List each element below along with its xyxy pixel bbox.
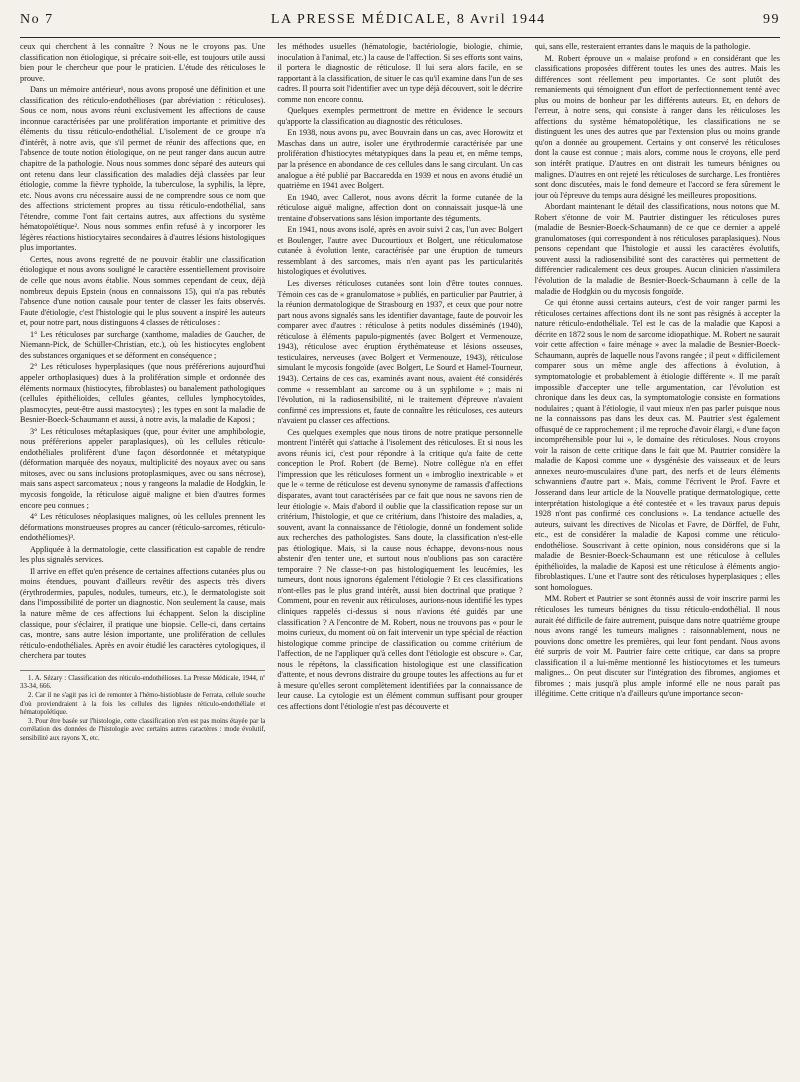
paragraph: Appliquée à la dermatologie, cette classification est capable de rendre les plus signalés services.	[20, 544, 266, 565]
paragraph: En 1938, nous avons pu, avec Bouvrain dans un cas, avec Horowitz et Maschas dans un autre, isoler une érythrodermie caractérisée par une prolifération d'histiocytes métatypiques dans la peau et, en même temps, par la présence en abondance de ces cellules dans le sang circulant. Un cas analogue a été publié par Baccaredda en 1939 et nous en avons étudié un quatrième en 1941 avec Bolgert.	[277, 128, 523, 191]
header-rule	[20, 37, 780, 38]
paragraph: En 1940, avec Callerot, nous avons décrit la forme cutanée de la réticulose aiguë maligne, affection dont on connaissait jusque-là une trentaine d'observations sans lésion importante des téguments.	[277, 192, 523, 223]
paragraph: M. Robert éprouve un « malaise profond » en considérant que les classifications proposées diffèrent toutes les unes des autres. Mais les différences sont réellement peu importantes. Ce sont plutôt des remaniements qui témoignent d'un effort de perfectionnement tenté avec plus ou moins de bonheur par les différents auteurs. Et, en dehors de l'erreur, à notre sens, qui consiste à ranger dans les réticuloses les affections du système hématopoïétique, les classifications ne se distinguent les unes des autres que par l'extension plus ou moins grande qu'on a donnée au groupement. Certains y ont conservé les réticuloses dont la cause est connue ; mais alors, comme nous le croyons, elle perd son intérêt pratique. D'autres en ont distrait les tumeurs bénignes ou malignes. D'autres en ont rejeté les réticuloses de surcharge. Les frontières sont donc discutées, mais le fond demeure et l'accord se fera sûrement le jour où l'épreuve du temps aura désigné les meilleures propositions.	[534, 53, 780, 200]
paragraph: ceux qui cherchent à les connaître ? Nous ne le croyons pas. Une classification non étiologique, si précaire soit-elle, est toujours utile aussi bien pour le chercheur que pour le praticien. L'étude des réticuloses le prouve.	[20, 42, 266, 83]
paragraph: Dans un mémoire antérieur¹, nous avons proposé une définition et une classification des réticulo-endothélioses (par abréviation : réticuloses). Sous ce nom, nous avons réuni exclusivement les affections de cause inconnue caractérisées par une prolifération importante et primitive des éléments du tissu réticulo-endothélial. L'isolement de ce groupe n'a d'intérêt, à notre avis, que s'il permet de réunir des affections que, en l'absence de toute notion étiologique, on ne peut ranger dans aucun autre chapitre de la pathologie. Nous nous sommes donc séparé des auteurs qui ont retenu dans leur classification des maladies déjà classées par leur étiologie, comme la fièvre typhoïde, la tuberculose, la syphilis, la lèpre, etc. Nous avons cru nécessaire aussi de ne comprendre sous ce nom que des affections strictement propres au tissu réticulo-endothélial, sans l'étendre, comme l'ont fait certains autres, aux affections du système hématopoïétique². Nous nous sommes enfin refusé à y incorporer les légères réactions histiocytaires secondaires à d'autres lésions histologiques plus importantes.	[20, 85, 266, 253]
paragraph: En 1941, nous avons isolé, après en avoir suivi 2 cas, l'un avec Bolgert et Boulenger, l'autre avec Ducourtioux et Bolgert, une réticulomatose cutanée à évolution lente, caractérisée par une éruption de tumeurs ressemblant à des sarcomes, mais n'en ayant pas les particularités histologiques et évolutives.	[277, 225, 523, 277]
journal-title: LA PRESSE MÉDICALE,	[270, 12, 452, 27]
journal-title-line	[271, 12, 546, 28]
paragraph: Les diverses réticuloses cutanées sont loin d'être toutes connues. Témoin ces cas de « granulomatose » publiés, en particulier par Pautrier, à la réunion dermatologique de Strasbourg en 1937, et ceux que pour notre part nous avons signalés sans les identifier davantage, faute de pouvoir les comparer avec d'autres : réticulose à petits nodules disséminés (1940), réticulose à éléments papulo-pigmentés (avec Bolgert et Vermenouze, 1943), réticulose avec éruption érythémateuse et lésions osseuses, testiculaires, nerveuses (avec Bolgert et Vermenouze, 1943), réticulose simulant le mycosis fongoïde (avec Bolgert, Le Sourd et Hamel-Tourneur, 1943). Certains de ces cas, examinés avant nous, avaient été considérés comme « ressemblant au sarcome ou à un syphilome » ; mais ni l'évolution, ni la radiosensibilité, ni le traitement d'épreuve n'avaient confirmé ces impressions et, faute de connaître les réticuloses, ces auteurs n'avaient pu classer ces affections.	[277, 279, 523, 426]
paragraph: 3° Les réticuloses métaplasiques (que, pour éviter une amphibologie, nous préférerions appeler paraplasiques), où les cellules réticulo-endothéliales prolifèrent d'une façon désordonnée et métatypique (déformation marquée des noyaux, multiplicité des noyaux avec ou sans mitoses, avec ou sans inclusions protoplasmiques, avec ou sans nécrose), mais sans aspect sarcomateux ; nous y rangeons la maladie de Hodgkin, le mycosis fongoïde, la réticulose aiguë maligne et bien d'autres formes encore peu connues ;	[20, 426, 266, 510]
footnote: 3. Pour être basée sur l'histologie, cette classification n'en est pas moins étayée par la corrélation des données de l'histologie avec certains autres caractères : mode évolutif, sensibilité aux rayons X, etc.	[20, 717, 266, 742]
footnote: 1. A. Sézary : Classification des réticulo-endothélioses. La Presse Médicale, 1944, nº 33-34, 666.	[20, 674, 266, 691]
column-2	[277, 42, 522, 1072]
issue-date: 8 Avril 1944	[456, 12, 546, 27]
paragraph: Ces quelques exemples que nous tirons de notre pratique personnelle montrent l'intérêt qui s'attache à l'isolement des réticuloses. Et si nous les avons réunis ici, c'est pour répondre à la critique qu'a faite de cette conception le Prof. Robert (de Berne). Notre collègue n'a en effet l'impression que les réticuloses forment un « imbroglio inextricable » et que le « terme de réticulose est devenu synonyme de ramassis d'affections disparates, avant tout caractérisées par ce fait que nous ne savons rien de leur étiologie ». Mais d'abord il oublie que la classification repose sur un critérium, l'histologie, et que ce critérium, dans l'histoire des maladies, a, souvent, avant la connaissance de l'étiologie, donné un fondement solide aux recherches des pathologistes. Sans doute, la classification n'est-elle pas étiologique. Mais, si la cause nous échappe, devons-nous nous abstenir d'en tenter une, et surtout nous n'oublions pas son caractère temporaire ? Ne classe-t-on pas histologiquement les leucémies, les tumeurs, dont nous ignorons également l'étiologie ? Et ces classifications n'ont-elles pas le plus grand intérêt, aussi bien doctrinal que pratique ? Comment, pour en revenir aux réticuloses, aurions-nous identifié les types cliniques rappelés ci-dessus si nous n'avions été guidés par une classification ? A l'encontre de M. Robert, nous ne trouvons pas « pour le moins curieux, du moment où on fait intervenir un type spécial de réaction histologique comme principe de classification ou comme critérium de l'affection, de ne l'appliquer qu'à celles dont l'étiologie est obscure ». Car, nous le répétons, la classification histologique est une classification d'attente, et nous devrons distraire du groupe toutes les affections au fur et à mesure qu'elles seront complètement identifiées par la connaissance de leur cause. La cytologie est un élément commun suffisant pour grouper ces affections dont l'étiologie n'est pas découverte et	[277, 427, 523, 711]
article-columns	[20, 42, 780, 1072]
paragraph: Il arrive en effet qu'en présence de certaines affections cutanées plus ou moins étendues, pouvant d'ailleurs revêtir des aspects très divers (érythrodermies, papules, nodules, tumeurs, etc.), le dermatologiste soit dans l'impossibilité de porter un diagnostic. Non seulement la cause, mais la nature même de ces affections lui échappent. Selon la discipline classique, pour s'éclairer, il pratique une biopsie. Celle-ci, dans certains cas, montre, sans autre lésion importante, une prolifération de cellules réticulo-endothéliales. Après en avoir étudié les caractères cytologiques, il cherchera par toutes	[20, 566, 266, 661]
paragraph: 4° Les réticuloses néoplasiques malignes, où les cellules prennent les déformations monstrueuses propres au cancer (réticulo-sarcomes, réticulo-endothéliomes)³.	[20, 512, 266, 543]
paragraph: MM. Robert et Pautrier se sont étonnés aussi de voir inscrire parmi les réticuloses les tumeurs bénignes du tissu réticulo-endothélial. Il nous aurait été difficile de faire autrement, puisque dans notre quatrième groupe nous avons rangé les tumeurs malignes : raisonnablement, nous ne pouvions donc omettre les premières, qui leur font pendant. Nous avons été surpris de voir M. Pautrier faire cette critique, car dans sa propre classification il a lui-même mentionné les histiocytomes et les tumeurs malignes... On peut discuter sur l'intégration des fibromes, angiomes et fibromes ; mais jusqu'à plus ample informé elle ne nous paraît pas illégitime. Cette critique n'a d'ailleurs qu'une importance secon-	[534, 594, 780, 699]
paragraph: les méthodes usuelles (hématologie, bactériologie, biologie, chimie, inoculation à l'animal, etc.) la cause de l'affection. Si ses efforts sont vains, il portera le diagnostic de réticulose. Il lui sera alors facile, en se rapportant à la classification, de situer le cas qu'il examine dans l'un de ses cadres. Il pourra soit l'identifier avec un type déjà découvert, soit le décrire comme non encore connu.	[277, 42, 523, 104]
footnote: 2. Car il ne s'agit pas ici de remonter à l'hémo-histioblaste de Ferrata, cellule souche d'où proviendraient à la fois les cellules des lignées réticulo-endothéliale et hématopoïétique.	[20, 691, 266, 717]
paragraph: Ce qui étonne aussi certains auteurs, c'est de voir ranger parmi les réticuloses certaines affections dont ils ne sont pas résignés à accepter la nature réticulo-endothéliale. Tel est le cas de la maladie que Kaposi a décrite en 1872 sous le nom de sarcome idiopathique. M. Robert ne saurait voir cette affection « faire ménage » avec la maladie de Besnier-Boeck-Schaumann, auprès de laquelle nous l'avons rangée ; il peut « difficilement comparer sous un même angle des affections à évolution, à symptomatologie et probablement à étiologie différente ». Il me paraît impossible d'accepter une telle argumentation, car l'évolution est chronique dans les deux cas, la symptomatologie consiste en formations nodulaires ; quant à l'étiologie, il vaut mieux n'en pas parler puisque nous ne la connaissons pas dans les deux cas. M. Pautrier s'est également offusqué de ce rapprochement ; il me reproche d'avoir élargi, « d'une façon incompréhensible pour lui », le domaine des réticuloses. Nous croyons voir la raison de cette critique dans le fait que M. Pautrier considère la maladie de Kaposi comme une « dysgénésie des vaisseaux et de leurs annexes neuro-musculaires d'une part, des nerfs et de leurs éléments schwanniens d'autre part ». Mais, comme l'écrivent le Prof. Favre et Josserand dans leur article de la Nouvelle pratique dermatologique, cette interprétation histologique a été contestée et « les travaux parus depuis 1928 n'ont pas confirmé ces conclusions ». La tendance actuelle des auteurs, suivant les directives de Nicolas et Favre, de Dörffel, de Fuhr, etc., est de considérer la maladie de Kaposi comme une réticulo-endothéliose. Souscrivant à cette opinion, nous considérons que si la maladie de Besnier-Boeck-Schaumann est une réticulose à cellules épithélioïdes, la maladie de Kaposi est une réticulose à éléments angio-fibroblastiques. L'une et l'autre sont des réticuloses hyperplasiques ; elles sont homologues.	[534, 298, 780, 592]
page-number: 99	[762, 12, 780, 27]
paragraph: 1° Les réticuloses par surcharge (xanthome, maladies de Gaucher, de Niemann-Pick, de Schüller-Christian, etc.), où les histiocytes englobent des substances organiques et se déforment en conséquence ;	[20, 329, 266, 360]
footnotes	[20, 670, 265, 744]
issue-number: No 7	[20, 12, 54, 27]
paragraph: 2° Les réticuloses hyperplasiques (que nous préférerions aujourd'hui appeler orthoplasiques) dues à la prolifération simple et ordonnée des éléments normaux (histiocytes, fibroblastes) ou banalement pathologiques (cellules épithélioïdes, cellules géantes, cellules lymphocytoïdes, plasmocytes, peut-être aussi mastocytes) ; les types en sont la maladie de Besnier-Boeck-Schaumann et aussi, à notre avis, la maladie de Kaposi ;	[20, 362, 266, 425]
column-1	[20, 42, 265, 1072]
paragraph: Certes, nous avons regretté de ne pouvoir établir une classification étiologique et nous avons souligné le caractère essentiellement provisoire de celle que nous avons établie. Nous sommes cependant de ceux, déjà nombreux depuis Epstein (nous en connaissons 15), qui n'a pas rebutés l'absence d'une notion causale pour tenter de classer les faits observés. Faute d'étiologie, c'est l'histologie qui le plus souvent a inspiré les auteurs et, pour notre part, nous distinguons 4 classes de réticuloses :	[20, 254, 266, 328]
paragraph: qui, sans elle, resteraient errantes dans le maquis de la pathologie.	[534, 42, 751, 51]
paragraph: Abordant maintenant le détail des classifications, nous notons que M. Robert s'étonne de voir M. Pautrier distinguer les réticuloses pures (maladie de Besnier-Boeck-Schaumann) de ce que ce dernier a appelé granulomatoses (qui correspondent à nos réticuloses paraplasiques). Nous pensons cependant que l'histologie et aussi les caractères évolutifs, souvent aussi la radiosensibilité sont des caractères qui permettent de différencier radicalement ces deux groupes. Aucun clinicien n'assimilera l'évolution de la maladie de Besnier-Boeck-Schaumann à celle de la maladie de Hodgkin ou du mycosis fongoïde.	[534, 202, 780, 296]
column-3	[535, 42, 780, 1072]
page-header	[20, 12, 780, 34]
paragraph: Quelques exemples permettront de mettre en évidence le secours qu'apporte la classification au diagnostic des réticuloses.	[277, 106, 523, 126]
